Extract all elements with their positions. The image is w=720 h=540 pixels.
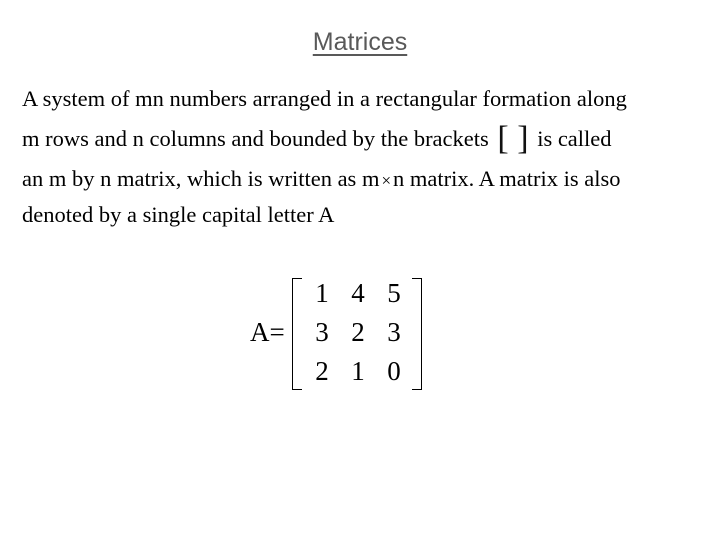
matrix-cell: 1 <box>315 278 329 308</box>
matrix-cell: 2 <box>351 317 365 347</box>
times-symbol: × <box>381 171 392 190</box>
line-3-end: n matrix. A matrix is also <box>393 166 621 191</box>
matrix-cell: 1 <box>351 356 365 386</box>
brackets-symbol: [ ] <box>497 120 529 157</box>
matrix-cell: 3 <box>315 317 329 347</box>
body-text-line-1: A system of mn numbers arranged in a rectangular formation along <box>22 86 627 111</box>
line-2-end: is called <box>537 126 612 151</box>
line-3-start: an m by n matrix, which is written as m <box>22 166 380 191</box>
matrix-left-bracket <box>292 278 302 390</box>
matrix-right-bracket <box>412 278 422 390</box>
slide-title: Matrices <box>312 28 408 56</box>
matrix-cell: 0 <box>387 356 401 386</box>
matrix-row <box>304 317 414 348</box>
line-2-start: m rows and n columns and bounded by the brackets <box>22 126 489 151</box>
body-text-line-3 <box>22 166 621 192</box>
matrix-cell: 5 <box>387 278 401 308</box>
matrix-cell: 4 <box>351 278 365 308</box>
matrix-row <box>304 356 414 387</box>
body-text-line-4: denoted by a single capital letter A <box>22 202 335 227</box>
matrix-row <box>304 278 414 309</box>
matrix-cell: 3 <box>387 317 401 347</box>
matrix-name-label: A= <box>250 317 285 347</box>
matrix-cell: 2 <box>315 356 329 386</box>
body-text-line-2 <box>22 120 612 157</box>
